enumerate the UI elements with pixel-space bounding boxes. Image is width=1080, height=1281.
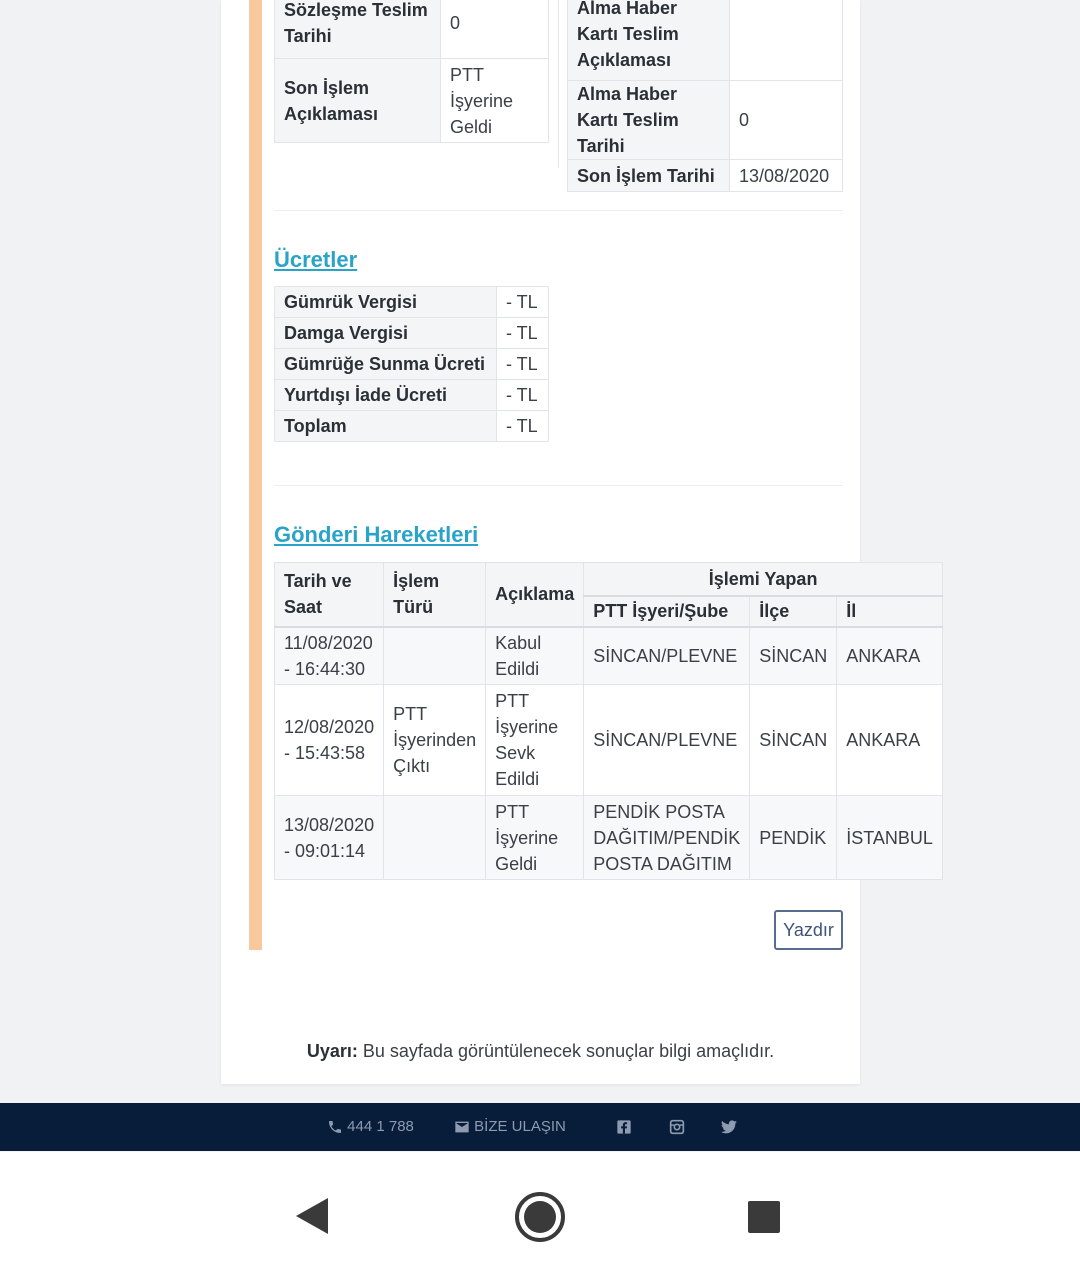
facebook-link[interactable] bbox=[616, 1103, 632, 1151]
home-icon bbox=[514, 1191, 566, 1243]
cell-desc: PTT İşyerine Geldi bbox=[486, 796, 584, 880]
fee-label: Gümrüğe Sunma Ücreti bbox=[275, 349, 497, 380]
cell-datetime: 11/08/2020 - 16:44:30 bbox=[275, 627, 384, 685]
phone-number: 444 1 788 bbox=[347, 1118, 414, 1135]
fee-label: Damga Vergisi bbox=[275, 318, 497, 349]
cell-district: SİNCAN bbox=[750, 685, 837, 796]
fees-table bbox=[274, 286, 549, 442]
back-icon bbox=[294, 1196, 330, 1236]
fee-row bbox=[275, 411, 549, 442]
details-row bbox=[568, 160, 843, 192]
section-divider bbox=[274, 210, 843, 211]
table-row bbox=[275, 685, 943, 796]
fee-label: Gümrük Vergisi bbox=[275, 287, 497, 318]
detail-value: PTT İşyerine Geldi bbox=[441, 59, 549, 143]
cell-branch: SİNCAN/PLEVNE bbox=[584, 627, 750, 685]
detail-label: Son İşlem Açıklaması bbox=[275, 59, 441, 143]
col-performer-header: İşlemi Yapan bbox=[584, 563, 943, 596]
contact-link[interactable] bbox=[454, 1103, 566, 1151]
fee-value: - TL bbox=[497, 380, 549, 411]
column-divider bbox=[558, 0, 559, 168]
details-row bbox=[568, 81, 843, 160]
fee-row bbox=[275, 287, 549, 318]
fees-title[interactable]: Ücretler bbox=[274, 247, 358, 272]
detail-label: Son İşlem Tarihi bbox=[568, 160, 730, 192]
contact-label: BİZE ULAŞIN bbox=[474, 1118, 566, 1135]
twitter-icon bbox=[721, 1120, 737, 1134]
col-district-header: İlçe bbox=[750, 596, 837, 627]
cell-province: ANKARA bbox=[837, 685, 943, 796]
fee-label: Toplam bbox=[275, 411, 497, 442]
details-row bbox=[275, 0, 549, 59]
cell-district: PENDİK bbox=[750, 796, 837, 880]
col-datetime-header: Tarih ve Saat bbox=[275, 563, 384, 627]
fee-row bbox=[275, 380, 549, 411]
fee-row bbox=[275, 318, 549, 349]
fee-value: - TL bbox=[497, 411, 549, 442]
cell-type bbox=[384, 796, 486, 880]
cell-branch: PENDİK POSTA DAĞITIM/PENDİK POSTA DAĞITIM bbox=[584, 796, 750, 880]
col-type-header: İşlem Türü bbox=[384, 563, 486, 627]
print-button[interactable]: Yazdır bbox=[774, 910, 843, 950]
details-left-table bbox=[274, 0, 549, 143]
site-footer bbox=[0, 1103, 1080, 1151]
fee-label: Yurtdışı İade Ücreti bbox=[275, 380, 497, 411]
detail-label: Alma Haber Kartı Teslim Tarihi bbox=[568, 81, 730, 160]
cell-datetime: 12/08/2020 - 15:43:58 bbox=[275, 685, 384, 796]
recents-icon bbox=[747, 1200, 781, 1234]
warning-text: Bu sayfada görüntülenecek sonuçlar bilgi amaçlıdır. bbox=[357, 1041, 775, 1061]
col-branch-header: PTT İşyeri/Şube bbox=[584, 596, 750, 627]
recents-button[interactable] bbox=[747, 1200, 781, 1239]
table-row bbox=[275, 796, 943, 880]
cell-desc: PTT İşyerine Sevk Edildi bbox=[486, 685, 584, 796]
phone-link[interactable] bbox=[327, 1103, 414, 1151]
system-nav-bar bbox=[0, 1152, 1080, 1281]
mail-icon bbox=[454, 1120, 470, 1134]
detail-label: Alma Haber Kartı Teslim Açıklaması bbox=[568, 0, 730, 81]
movements-scroll-area[interactable] bbox=[274, 562, 933, 880]
movements-header-row bbox=[275, 563, 943, 596]
home-button[interactable] bbox=[514, 1191, 566, 1248]
cell-branch: SİNCAN/PLEVNE bbox=[584, 685, 750, 796]
phone-icon bbox=[327, 1119, 343, 1135]
cell-province: İSTANBUL bbox=[837, 796, 943, 880]
fee-value: - TL bbox=[497, 287, 549, 318]
detail-label: Sözleşme Teslim Tarihi bbox=[275, 0, 441, 59]
detail-value: 0 bbox=[730, 81, 843, 160]
fee-value: - TL bbox=[497, 318, 549, 349]
facebook-icon bbox=[616, 1119, 632, 1135]
details-right-table bbox=[567, 0, 843, 192]
movements-title[interactable]: Gönderi Hareketleri bbox=[274, 522, 479, 547]
instagram-icon bbox=[669, 1119, 685, 1135]
accent-bar bbox=[249, 0, 262, 950]
details-row bbox=[275, 59, 549, 143]
cell-type bbox=[384, 627, 486, 685]
cell-province: ANKARA bbox=[837, 627, 943, 685]
back-button[interactable] bbox=[294, 1196, 330, 1241]
details-row bbox=[568, 0, 843, 81]
cell-desc: Kabul Edildi bbox=[486, 627, 584, 685]
table-row bbox=[275, 627, 943, 685]
detail-value bbox=[730, 0, 843, 81]
cell-district: SİNCAN bbox=[750, 627, 837, 685]
instagram-link[interactable] bbox=[669, 1103, 685, 1151]
warning-note bbox=[221, 1041, 860, 1062]
col-province-header: İl bbox=[837, 596, 943, 627]
detail-value: 0 bbox=[441, 0, 549, 59]
movements-table bbox=[274, 562, 943, 880]
cell-type: PTT İşyerinden Çıktı bbox=[384, 685, 486, 796]
twitter-link[interactable] bbox=[721, 1103, 737, 1151]
col-desc-header: Açıklama bbox=[486, 563, 584, 627]
detail-value: 13/08/2020 bbox=[730, 160, 843, 192]
section-divider bbox=[274, 485, 843, 486]
warning-label: Uyarı: bbox=[306, 1041, 358, 1061]
fee-value: - TL bbox=[497, 349, 549, 380]
cell-datetime: 13/08/2020 - 09:01:14 bbox=[275, 796, 384, 880]
fee-row bbox=[275, 349, 549, 380]
